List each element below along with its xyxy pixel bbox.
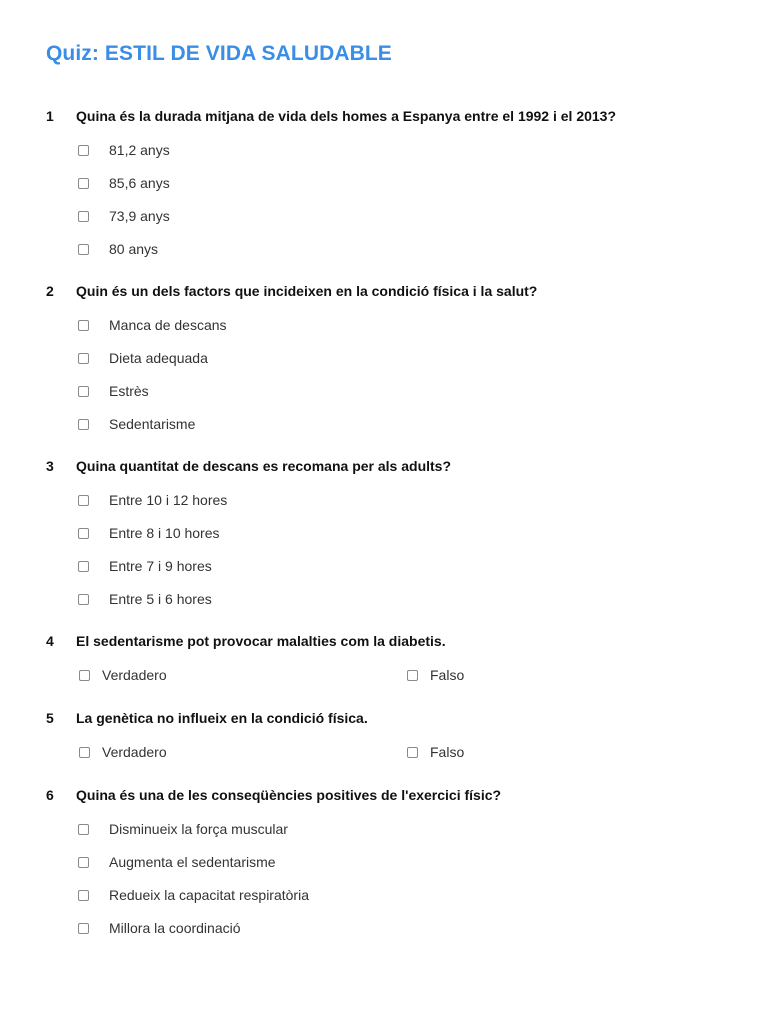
option-label: Verdadero <box>102 744 167 760</box>
checkbox-icon[interactable] <box>78 244 89 255</box>
question-text: Quin és un dels factors que incideixen en la condició física i la salut? <box>76 283 538 299</box>
question-number: 4 <box>46 633 54 649</box>
option-checkbox[interactable] <box>78 490 227 510</box>
checkbox-icon[interactable] <box>78 824 89 835</box>
question-text: El sedentarisme pot provocar malalties com la diabetis. <box>76 633 446 649</box>
checkbox-icon[interactable] <box>78 353 89 364</box>
question-text: Quina és una de les conseqüències positives de l'exercici físic? <box>76 787 502 803</box>
checkbox-icon[interactable] <box>407 747 418 758</box>
option-label: Entre 8 i 10 hores <box>109 525 220 541</box>
option-checkbox[interactable] <box>78 381 149 401</box>
option-true[interactable] <box>79 742 167 762</box>
option-label: Dieta adequada <box>109 350 208 366</box>
option-false[interactable] <box>407 742 464 762</box>
option-checkbox[interactable] <box>78 315 227 335</box>
question-number: 6 <box>46 787 54 803</box>
option-label: Disminueix la força muscular <box>109 821 288 837</box>
question-text: Quina quantitat de descans es recomana per als adults? <box>76 458 452 474</box>
option-true[interactable] <box>79 665 167 685</box>
option-label: Redueix la capacitat respiratòria <box>109 887 309 903</box>
checkbox-icon[interactable] <box>78 594 89 605</box>
option-label: Millora la coordinació <box>109 920 241 936</box>
question-6 <box>0 787 768 936</box>
option-label: Augmenta el sedentarisme <box>109 854 276 870</box>
checkbox-icon[interactable] <box>78 145 89 156</box>
option-checkbox[interactable] <box>78 885 309 905</box>
option-label: 80 anys <box>109 241 159 257</box>
option-label: 81,2 anys <box>109 142 170 158</box>
checkbox-icon[interactable] <box>78 419 89 430</box>
checkbox-icon[interactable] <box>407 670 418 681</box>
option-checkbox[interactable] <box>78 206 170 226</box>
checkbox-icon[interactable] <box>78 320 89 331</box>
option-checkbox[interactable] <box>78 173 170 193</box>
question-3 <box>0 458 768 607</box>
checkbox-icon[interactable] <box>79 747 90 758</box>
option-label: 73,9 anys <box>109 208 170 224</box>
checkbox-icon[interactable] <box>78 857 89 868</box>
checkbox-icon[interactable] <box>78 923 89 934</box>
option-label: 85,6 anys <box>109 175 170 191</box>
option-label: Verdadero <box>102 667 167 683</box>
question-number: 3 <box>46 458 54 474</box>
option-label: Entre 10 i 12 hores <box>109 492 228 508</box>
option-checkbox[interactable] <box>78 819 288 839</box>
option-checkbox[interactable] <box>78 918 241 938</box>
option-label: Falso <box>430 667 465 683</box>
quiz-title: Quiz: ESTIL DE VIDA SALUDABLE <box>46 42 392 65</box>
checkbox-icon[interactable] <box>78 211 89 222</box>
checkbox-icon[interactable] <box>78 178 89 189</box>
option-label: Manca de descans <box>109 317 227 333</box>
option-label: Sedentarisme <box>109 416 196 432</box>
question-number: 1 <box>46 108 54 124</box>
option-checkbox[interactable] <box>78 589 212 609</box>
checkbox-icon[interactable] <box>78 561 89 572</box>
option-checkbox[interactable] <box>78 523 220 543</box>
option-label: Entre 5 i 6 hores <box>109 591 212 607</box>
checkbox-icon[interactable] <box>79 670 90 681</box>
question-2 <box>0 283 768 432</box>
option-checkbox[interactable] <box>78 140 170 160</box>
checkbox-icon[interactable] <box>78 890 89 901</box>
question-4 <box>0 633 768 683</box>
checkbox-icon[interactable] <box>78 495 89 506</box>
question-1 <box>0 108 768 257</box>
question-text: La genètica no influeix en la condició física. <box>76 710 368 726</box>
option-checkbox[interactable] <box>78 852 276 872</box>
option-false[interactable] <box>407 665 464 685</box>
question-5 <box>0 710 768 760</box>
option-checkbox[interactable] <box>78 239 158 259</box>
checkbox-icon[interactable] <box>78 528 89 539</box>
option-checkbox[interactable] <box>78 348 208 368</box>
option-checkbox[interactable] <box>78 556 212 576</box>
option-label: Falso <box>430 744 465 760</box>
question-number: 2 <box>46 283 54 299</box>
checkbox-icon[interactable] <box>78 386 89 397</box>
option-label: Estrès <box>109 383 149 399</box>
option-checkbox[interactable] <box>78 414 195 434</box>
question-text: Quina és la durada mitjana de vida dels homes a Espanya entre el 1992 i el 2013? <box>76 108 617 124</box>
question-number: 5 <box>46 710 54 726</box>
option-label: Entre 7 i 9 hores <box>109 558 212 574</box>
